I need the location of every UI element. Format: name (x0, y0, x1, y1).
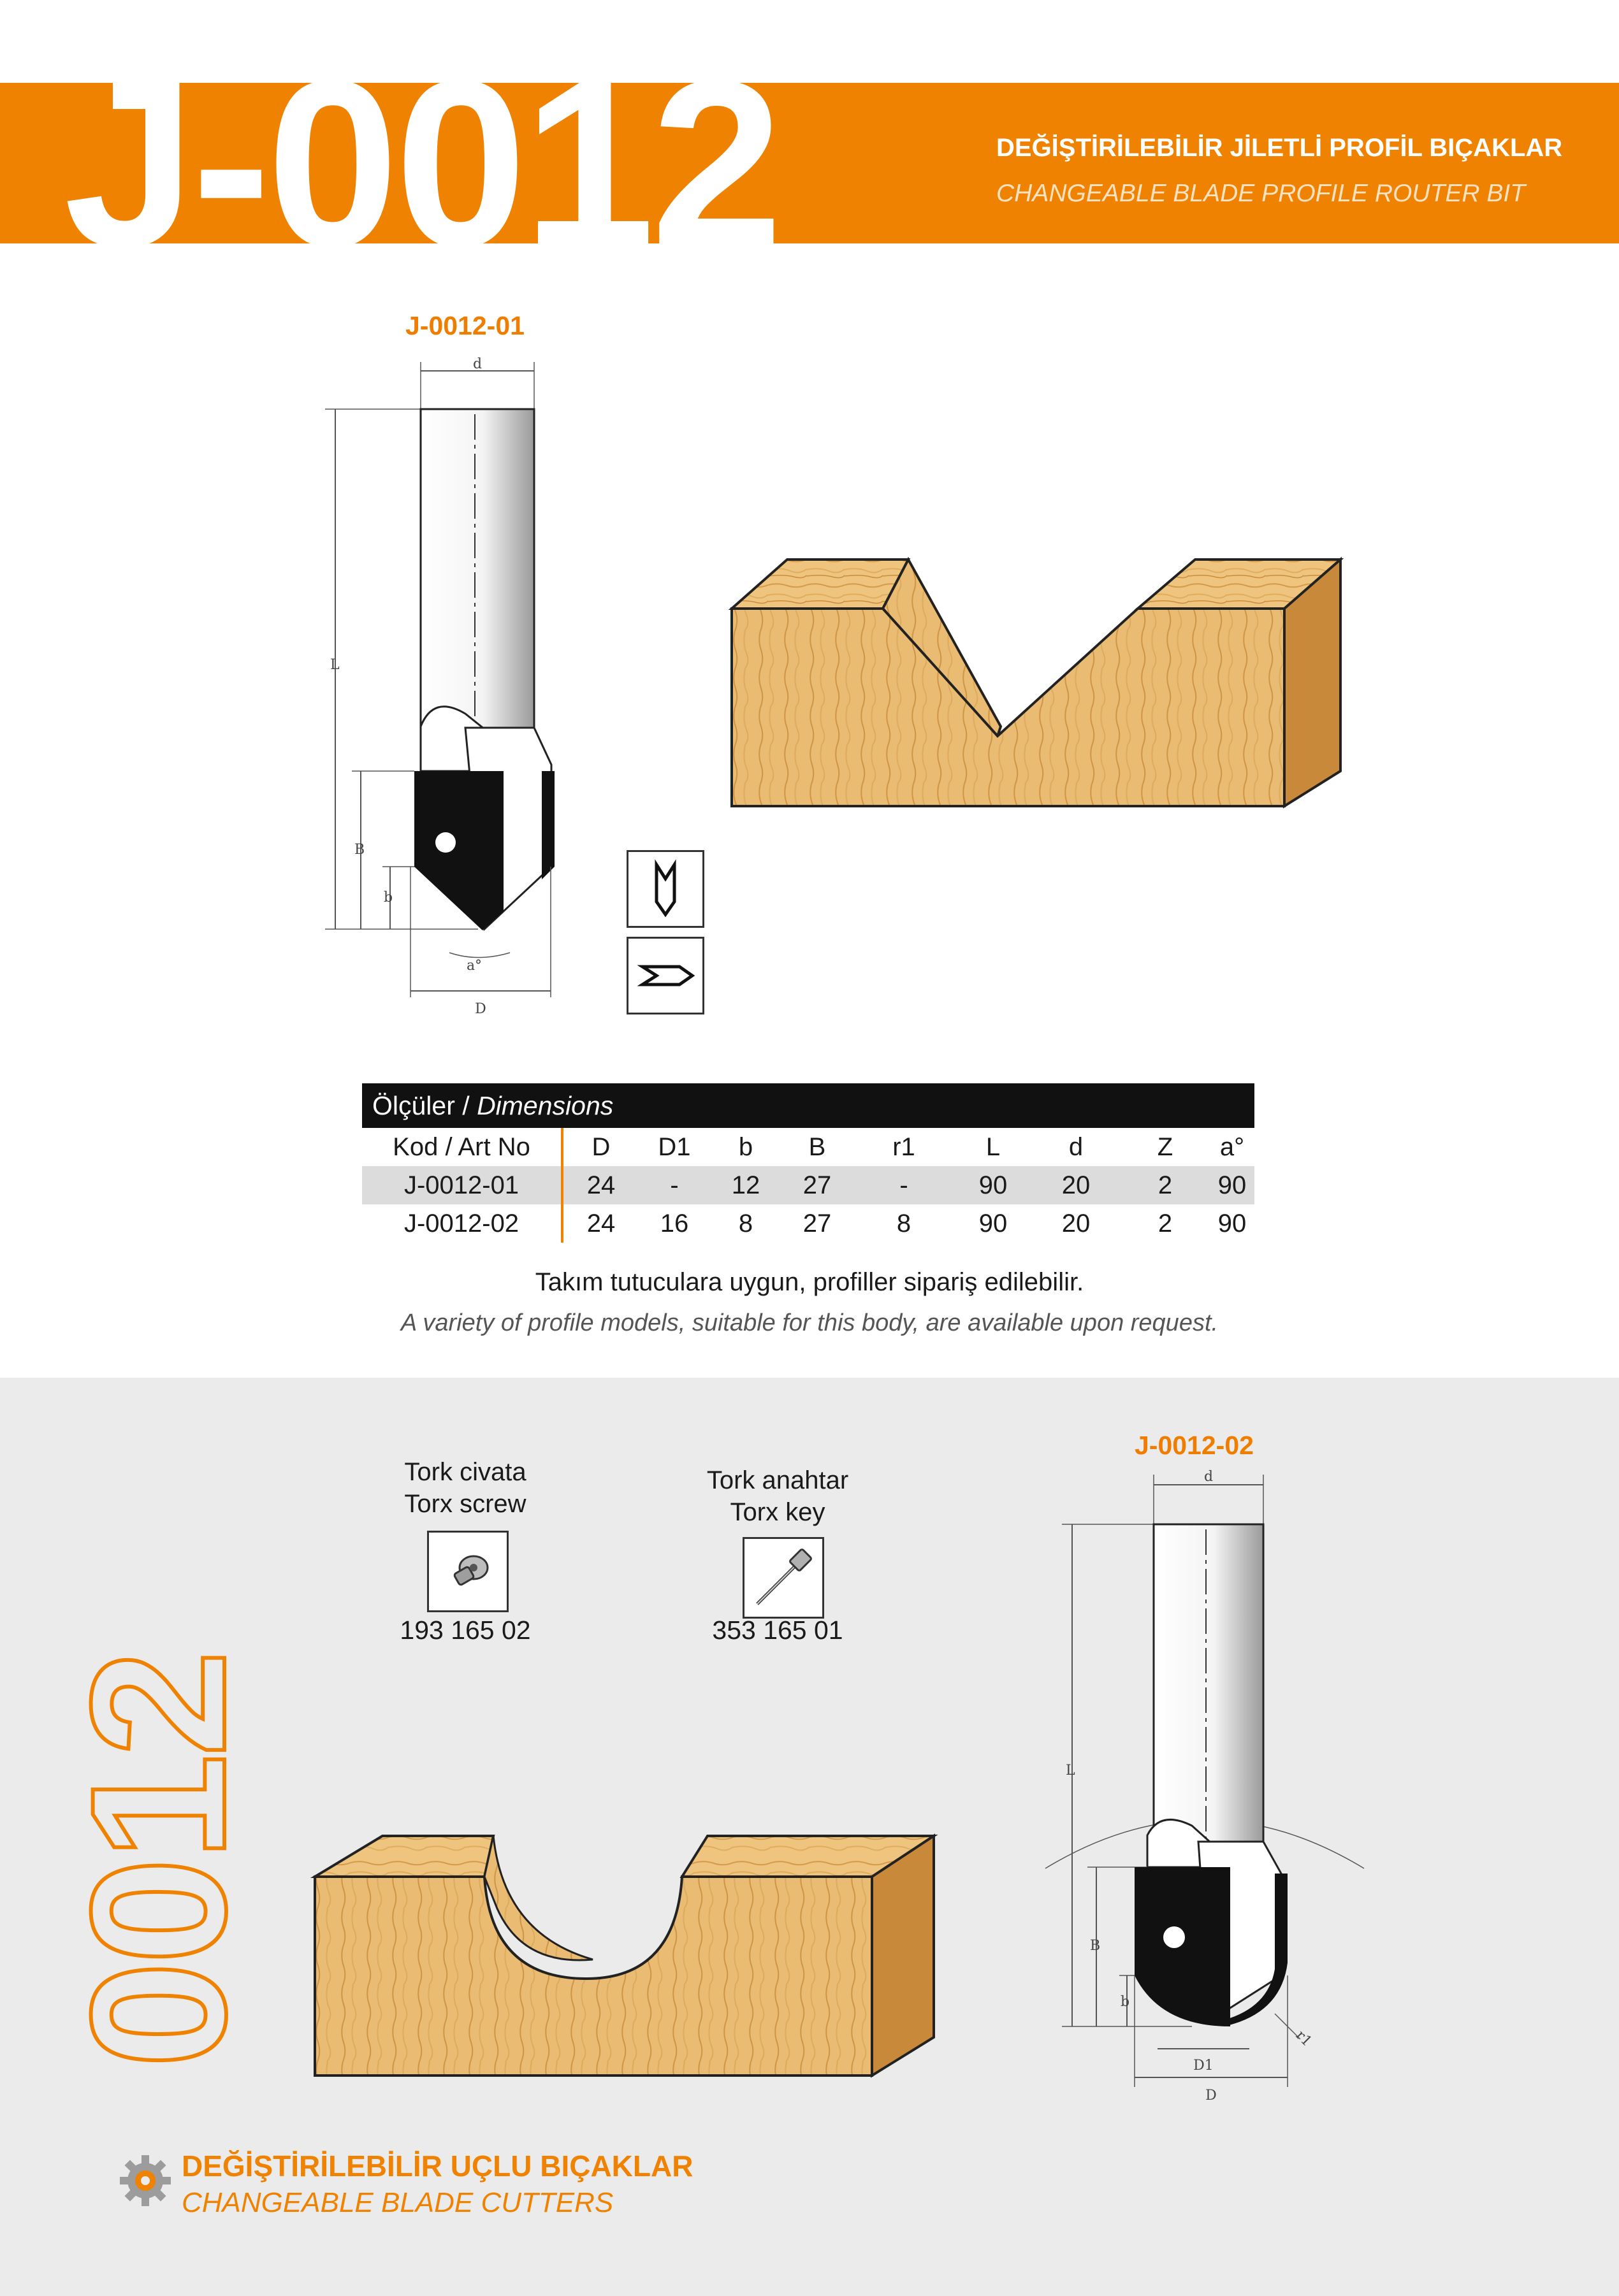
table-title (362, 1083, 1254, 1128)
table-cell: 2 (1158, 1209, 1173, 1238)
accessory-label (657, 1464, 899, 1528)
accessory-label-en: Torx key (730, 1498, 825, 1526)
table-row (362, 1166, 1254, 1204)
dim-d-label: d (1203, 1469, 1214, 1485)
accessory-code: 353 165 01 (712, 1615, 843, 1645)
column-header: L (985, 1133, 1001, 1161)
table-cell: 90 (978, 1171, 1008, 1199)
accessory-label (344, 1456, 586, 1520)
side-number-text: 0012 (51, 1652, 265, 2068)
side-cut-icon (627, 937, 704, 1014)
table-cell: 90 (978, 1209, 1008, 1238)
note-tr: Takım tutuculara uygun, profiller sipariş edilebilir. (535, 1268, 1084, 1296)
column-header: Z (1157, 1133, 1173, 1161)
table-cell: 90 (1217, 1171, 1247, 1199)
table-cell: J-0012-02 (362, 1204, 563, 1243)
dim-a-label: a° (466, 958, 483, 974)
dim-D-label: D (475, 1001, 486, 1017)
table-title-tr: Ölçüler / (372, 1091, 470, 1120)
table-cell: 2 (1158, 1171, 1173, 1199)
table-cell: 24 (586, 1209, 616, 1238)
table-title-en: Dimensions (477, 1091, 614, 1120)
footer-title-tr: DEĞİŞTİRİLEBİLİR UÇLU BIÇAKLAR (182, 2149, 693, 2183)
table-cell: - (899, 1171, 908, 1199)
column-header: D1 (658, 1133, 691, 1161)
gear-logo-icon (113, 2149, 177, 2213)
dim-b-label: b (1121, 1994, 1130, 2010)
round-groove-wood-profile (312, 1832, 950, 2081)
table-cell: - (670, 1171, 679, 1199)
torx-key-icon (743, 1537, 824, 1619)
header-title-tr: DEĞİŞTİRİLEBİLİR JİLETLİ PROFİL BIÇAKLAR (996, 134, 1563, 162)
table-cell: 12 (731, 1171, 760, 1199)
dim-L-label: L (330, 657, 340, 673)
table-cell: 16 (660, 1209, 689, 1238)
torx-screw-icon (427, 1531, 509, 1612)
table-cell: 8 (738, 1209, 753, 1238)
table-cell: 20 (1061, 1209, 1091, 1238)
dim-d-label: d (472, 356, 483, 372)
router-bit-v-drawing (319, 357, 586, 1020)
dim-b-label: b (384, 890, 393, 906)
column-header: b (738, 1133, 753, 1161)
table-cell: 27 (802, 1209, 832, 1238)
footer-title-en: CHANGEABLE BLADE CUTTERS (182, 2187, 614, 2218)
accessory-code: 193 165 02 (400, 1615, 531, 1645)
table-cell: 27 (802, 1171, 832, 1199)
table-cell: 20 (1061, 1171, 1091, 1199)
table-cell: 90 (1217, 1209, 1247, 1238)
accessory-label-tr: Tork anahtar (706, 1466, 849, 1494)
product-code-title: J-0012 (64, 31, 780, 296)
product1-code: J-0012-01 (405, 311, 525, 340)
column-header: B (808, 1133, 826, 1161)
column-header: r1 (892, 1133, 915, 1161)
v-groove-wood-profile (730, 554, 1354, 809)
accessory-label-tr: Tork civata (404, 1458, 526, 1486)
dim-L-label: L (1066, 1763, 1075, 1779)
column-header: a° (1219, 1133, 1245, 1161)
table-header-row (362, 1128, 1254, 1166)
dim-r1-label: r1 (1292, 2027, 1315, 2050)
table-cell: 24 (586, 1171, 616, 1199)
dim-B-label: B (354, 842, 365, 858)
dim-D-label: D (1205, 2088, 1217, 2104)
table-row (362, 1204, 1254, 1243)
table-cell: 8 (896, 1209, 911, 1238)
note-en: A variety of profile models, suitable for this body, are available upon request. (400, 1310, 1219, 1336)
column-header: d (1068, 1133, 1084, 1161)
column-header: D (592, 1133, 611, 1161)
column-header: Kod / Art No (362, 1128, 563, 1166)
dim-D1-label: D1 (1193, 2058, 1214, 2074)
side-number-outline (51, 1424, 265, 2074)
dim-B-label: B (1090, 1938, 1101, 1954)
table-cell: J-0012-01 (362, 1166, 563, 1204)
header-title-en: CHANGEABLE BLADE PROFILE ROUTER BIT (996, 180, 1526, 207)
product2-code: J-0012-02 (1135, 1431, 1254, 1460)
plunge-cut-icon (627, 850, 704, 928)
dimensions-table (362, 1083, 1254, 1243)
router-bit-radius-drawing (1033, 1466, 1377, 2103)
accessory-label-en: Torx screw (404, 1490, 526, 1518)
